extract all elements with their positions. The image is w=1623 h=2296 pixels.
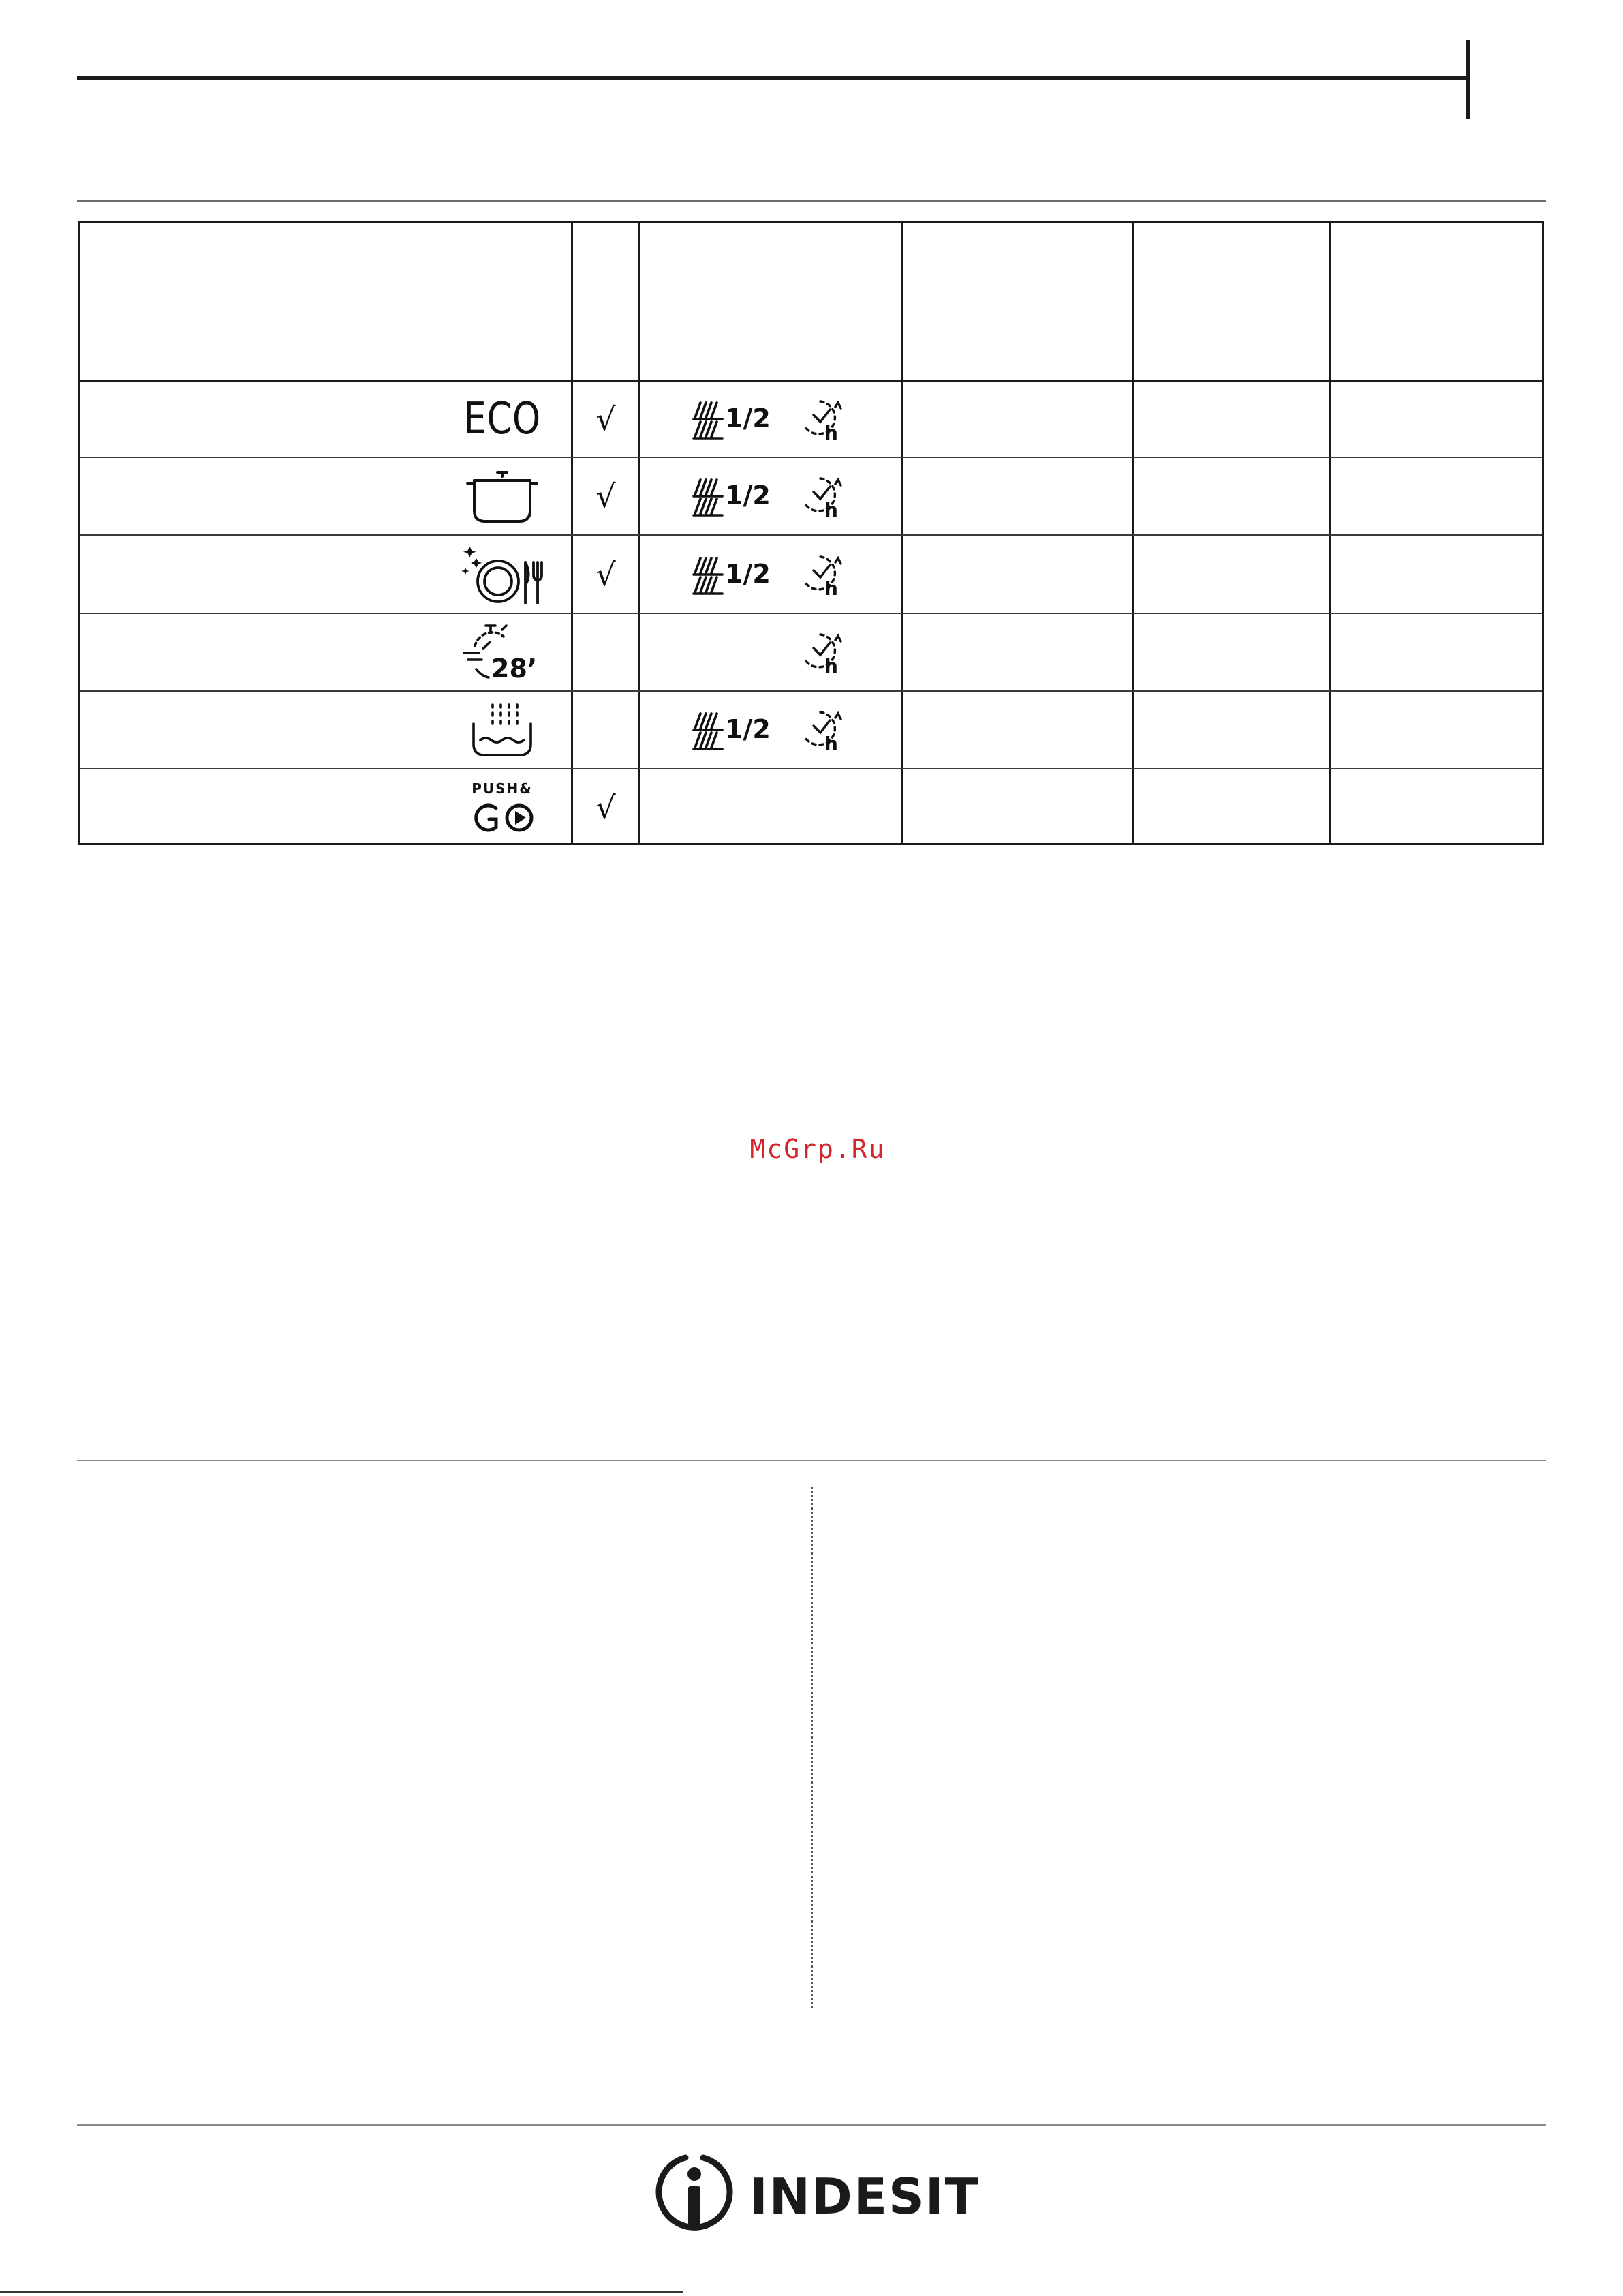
half-load-icon	[691, 474, 773, 518]
soak-icon	[468, 701, 536, 759]
program-icon-cell	[420, 536, 584, 613]
program-icon-cell	[420, 381, 584, 457]
svg-text:h: h	[824, 421, 838, 442]
col-line	[901, 223, 903, 843]
delay-start-icon	[796, 551, 850, 598]
check-cell	[573, 536, 638, 613]
col-line	[1132, 223, 1134, 843]
row-line	[80, 768, 1542, 769]
push-and-go-icon	[465, 778, 540, 837]
col-line	[1329, 223, 1331, 843]
watermark: McGrp.Ru	[749, 1134, 886, 1164]
check-mark: √	[596, 478, 616, 515]
svg-text:1/2: 1/2	[725, 480, 771, 510]
pot-icon	[465, 465, 540, 527]
delay-start-icon	[796, 629, 850, 675]
half-load-icon	[691, 397, 773, 441]
delay-start-icon	[796, 707, 850, 753]
svg-text:PUSH&: PUSH&	[472, 780, 533, 797]
eco-text-icon: ECO	[463, 393, 541, 444]
options-cell	[640, 614, 901, 690]
check-mark: √	[596, 789, 616, 826]
program-icon-cell	[420, 458, 584, 534]
svg-text:28’: 28’	[491, 654, 538, 683]
programmes-table	[78, 221, 1544, 845]
svg-text:h: h	[824, 655, 838, 675]
program-icon-cell	[420, 614, 584, 690]
footer-line	[0, 2291, 683, 2293]
top-rule	[77, 76, 1469, 80]
delay-start-icon	[796, 396, 850, 442]
half-load-icon	[691, 553, 773, 596]
program-icon-cell	[420, 692, 584, 768]
options-cell	[640, 692, 901, 768]
check-cell	[573, 458, 638, 534]
check-cell	[573, 381, 638, 457]
svg-text:h: h	[824, 499, 838, 519]
indesit-logo	[647, 2145, 981, 2241]
svg-text:h: h	[824, 577, 838, 598]
top-tick	[1466, 40, 1470, 119]
svg-text:1/2: 1/2	[725, 558, 771, 589]
options-cell	[640, 458, 901, 534]
sparkling-plate-cutlery-icon	[461, 542, 543, 607]
options-cell	[640, 381, 901, 457]
check-mark: √	[596, 400, 616, 438]
fast-28-icon	[461, 622, 543, 683]
svg-text:1/2: 1/2	[725, 714, 771, 744]
half-load-icon	[691, 708, 773, 752]
check-cell	[573, 769, 638, 845]
program-icon-cell	[420, 769, 584, 845]
mid-rule	[77, 1460, 1546, 1461]
delay-start-icon	[796, 473, 850, 519]
options-cell	[640, 536, 901, 613]
bottom-rule	[77, 2124, 1546, 2126]
section-rule	[77, 200, 1546, 202]
svg-text:INDESIT: INDESIT	[749, 2168, 980, 2225]
check-mark: √	[596, 555, 616, 593]
column-divider	[811, 1487, 813, 2008]
svg-text:1/2: 1/2	[725, 403, 771, 433]
svg-text:h: h	[824, 733, 838, 753]
